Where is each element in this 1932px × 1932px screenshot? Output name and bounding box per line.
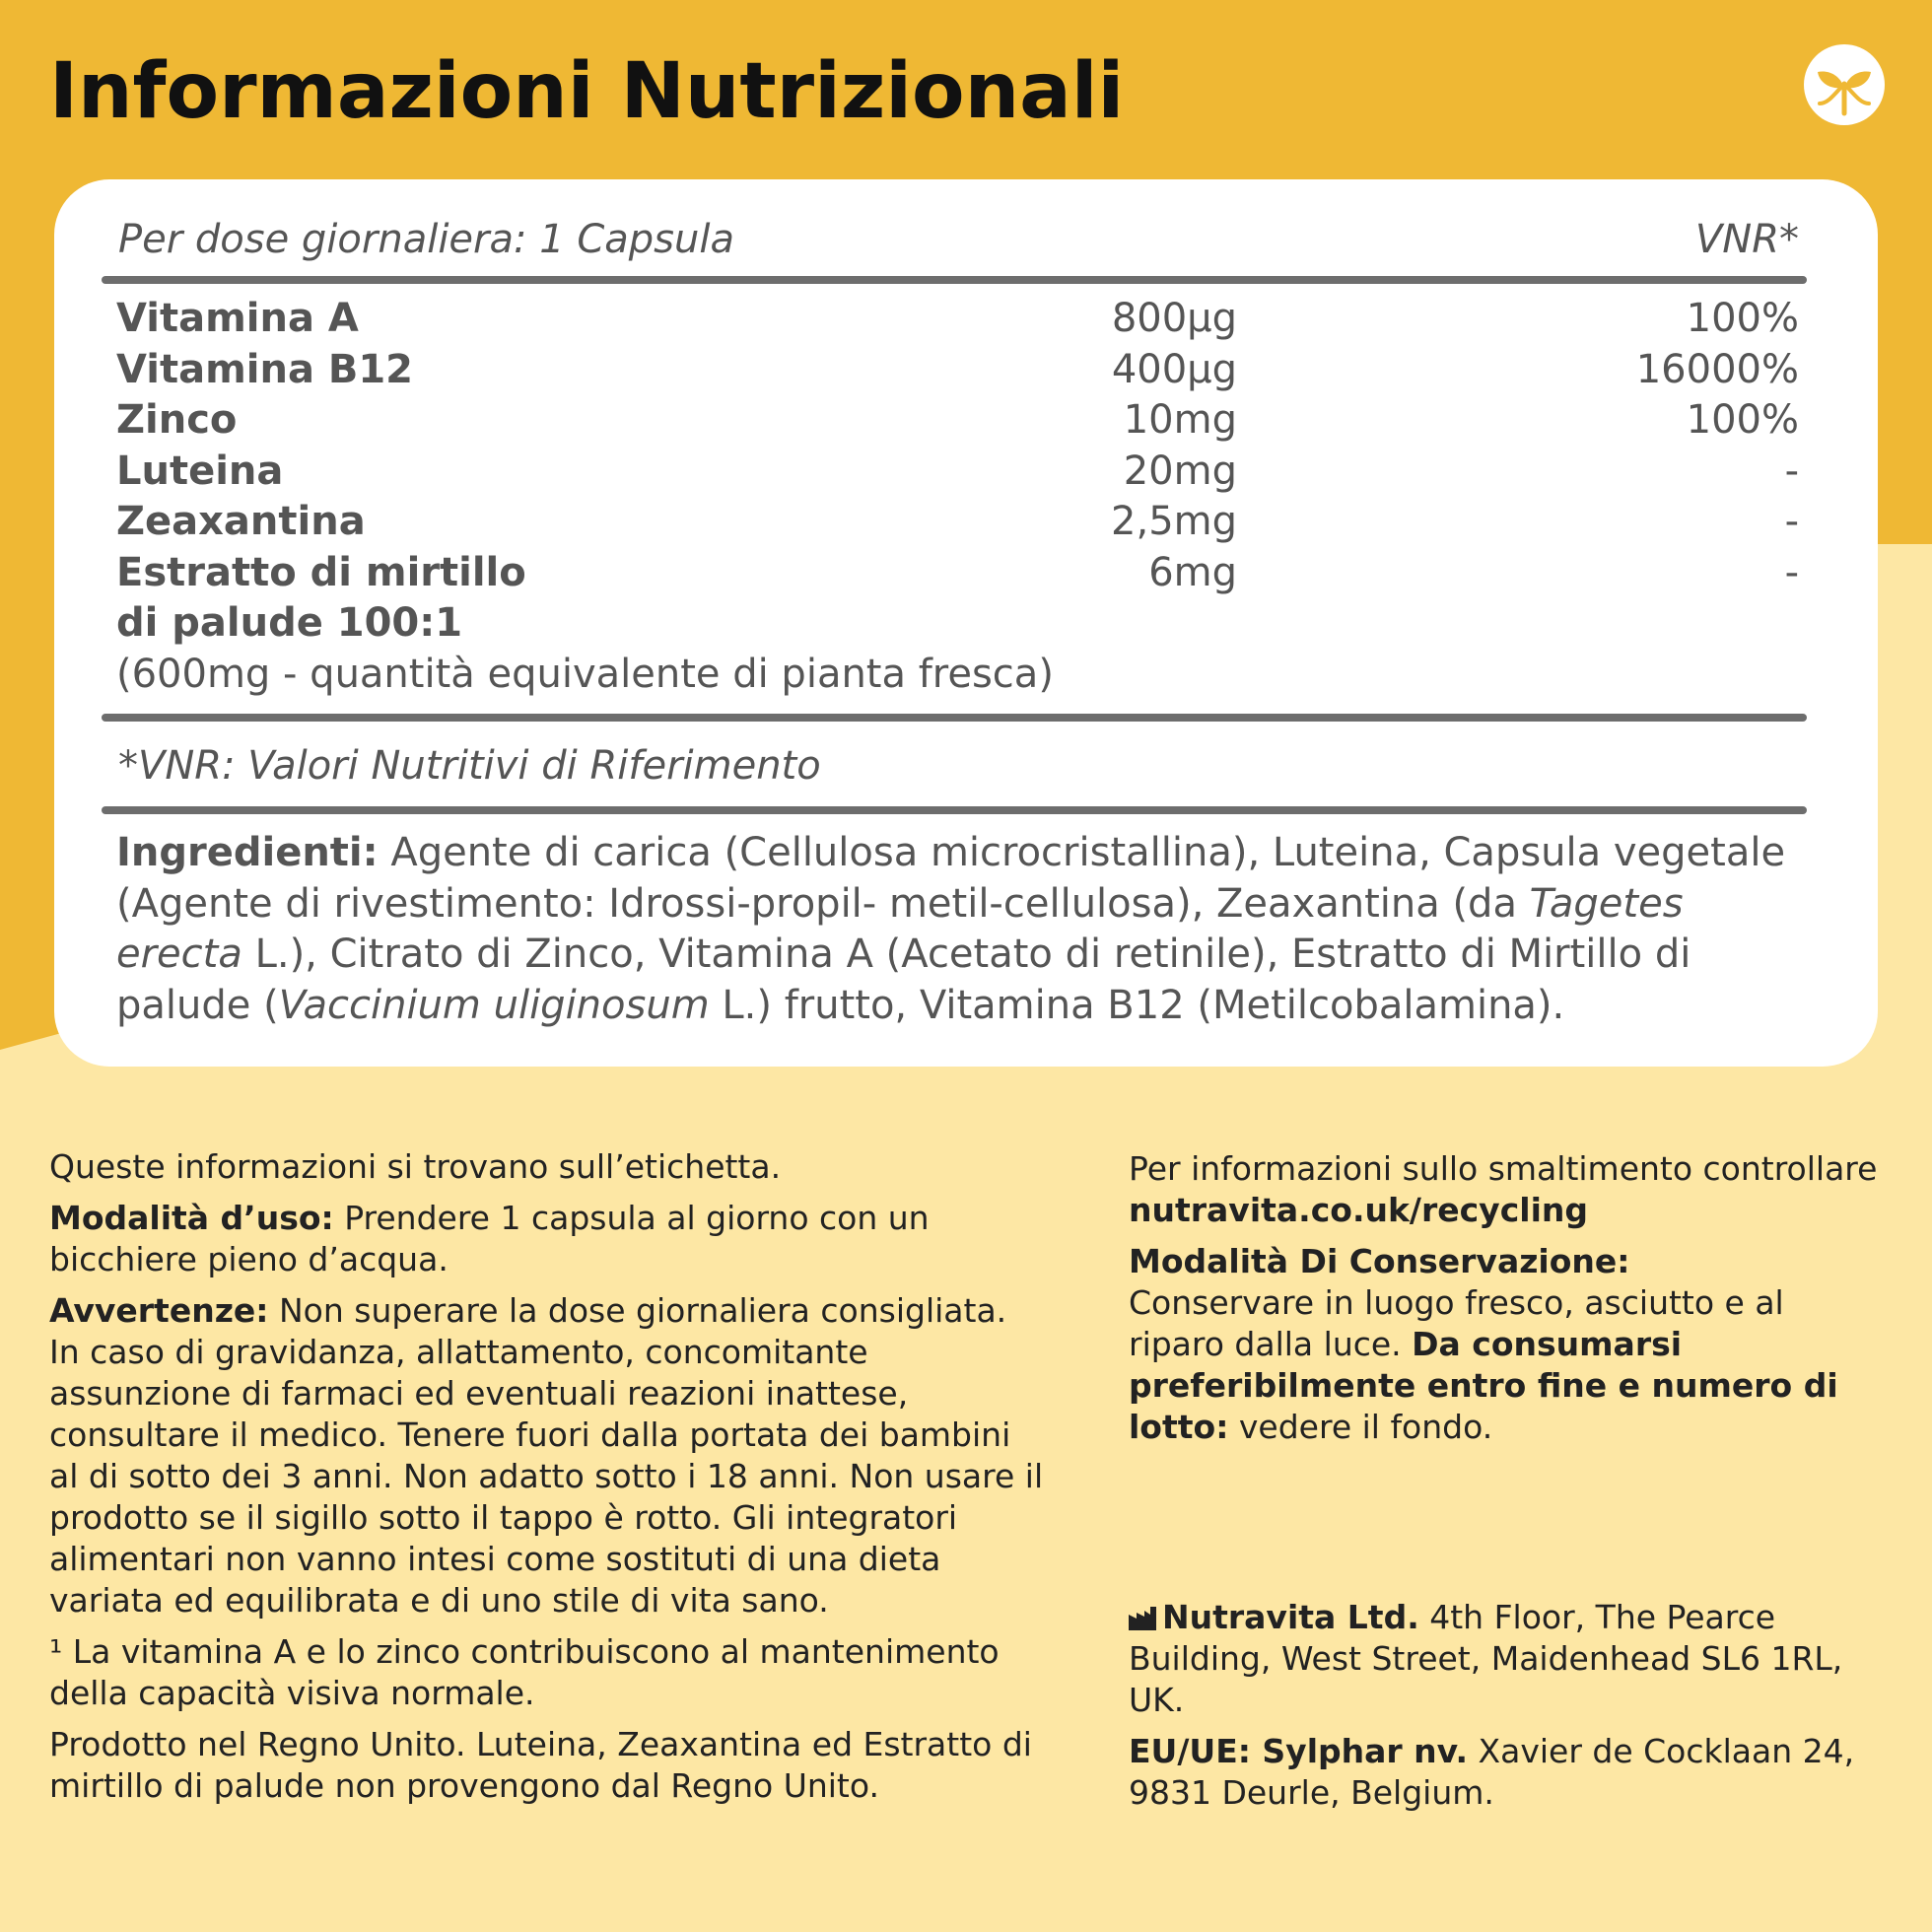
recycling-link[interactable]: nutravita.co.uk/recycling: [1129, 1191, 1588, 1229]
nutrient-name: Vitamina B12: [116, 346, 414, 392]
nutrient-name: Zinco: [116, 397, 238, 443]
origin-paragraph: Prodotto nel Regno Unito. Luteina, Zeaxantina ed Estratto di mirtillo di palude non provengono dal Regno Unito.: [49, 1725, 1032, 1805]
nutrient-vnr: 16000%: [1635, 346, 1799, 392]
table-rule-middle: [102, 714, 1807, 722]
vnr-footnote: *VNR: Valori Nutritivi di Riferimento: [118, 743, 821, 789]
label-info: Queste informazioni si trovano sull’etichetta.: [49, 1147, 782, 1186]
nutrient-amount: 20mg: [1123, 448, 1237, 494]
nutrient-vnr: 100%: [1686, 296, 1799, 341]
leaf-sprout-icon: [1804, 44, 1885, 125]
nutrition-card: [54, 179, 1878, 1067]
usage-warnings-column: [49, 1146, 1045, 1817]
nutrient-amount: 400µg: [1111, 346, 1237, 392]
warnings-paragraph: Avvertenze: Non superare la dose giornaliera consigliata. In caso di gravidanza, allattamento, concomitante assunzione di farmaci ed eventuali reazioni inattese, consultare il medico. Tenere fuori dalla portata dei bambini al di sotto dei 3 anni. Non adatto sotto i 18 anni. Non usare il prodotto se il sigillo sotto il tappo è rotto. Gli integratori alimentari non vanno intesi come sostituti di una dieta variata ed equilibrata e di uno stile di vita sano.: [49, 1291, 1044, 1620]
nutrient-note: (600mg - quantità equivalente di pianta fresca): [116, 651, 1054, 697]
nutrient-name: Luteina: [116, 448, 284, 494]
page-title: Informazioni Nutrizionali: [49, 47, 1125, 136]
vnr-column-header: VNR*: [1694, 217, 1799, 262]
nutrient-row: [116, 499, 1799, 550]
nutrient-vnr: -: [1784, 549, 1799, 595]
nutrient-list: [116, 296, 1799, 702]
nutrient-amount: 800µg: [1111, 296, 1237, 341]
nutrient-row: [116, 397, 1799, 448]
ingredients-label: Ingredienti:: [116, 830, 379, 875]
nutrient-amount: 6mg: [1148, 549, 1237, 595]
nutrient-vnr: -: [1784, 499, 1799, 544]
manufacturer-paragraph: Nutravita Ltd. 4th Floor, The Pearce Building, West Street, Maidenhead SL6 1RL, UK.: [1129, 1598, 1843, 1719]
nutrient-name-continued: di palude 100:1: [116, 600, 463, 646]
nutrient-amount: 2,5mg: [1111, 499, 1237, 544]
table-rule-bottom: [102, 806, 1807, 814]
nutrient-vnr: 100%: [1686, 397, 1799, 443]
nutrient-row: [116, 296, 1799, 347]
usage-paragraph: Modalità d’uso: Prendere 1 capsula al giorno con un bicchiere pieno d’acqua.: [49, 1199, 930, 1278]
nutrient-name: Zeaxantina: [116, 499, 366, 544]
nutrient-row: [116, 347, 1799, 398]
nutrient-name: Vitamina A: [116, 296, 359, 341]
manufacturer-column: [1129, 1597, 1888, 1824]
nutrient-row: [116, 550, 1799, 601]
disposal-paragraph: Per informazioni sullo smaltimento controllare nutravita.co.uk/recycling: [1129, 1149, 1878, 1229]
disposal-storage-column: [1129, 1148, 1888, 1458]
eu-representative-paragraph: EU/UE: Sylphar nv. Xavier de Cocklaan 24, 9831 Deurle, Belgium.: [1129, 1732, 1855, 1812]
serving-header: [118, 217, 1799, 262]
nutrient-name: Estratto di mirtillo: [116, 549, 526, 595]
nutrient-vnr: -: [1784, 448, 1799, 494]
ingredients-text: Ingredienti: Agente di carica (Cellulosa microcristallina), Luteina, Capsula vegetale (Agente di rivestimento: Idrossi-propil- metil-cellulosa), Zeaxantina (da Tagetes erecta L.), Citrato di Zinco, Vitamina A (Acetato di retinile), Estratto di Mirtillo di palude (Vaccinium uliginosum L.) frutto, Vitamina B12 (Metilcobalamina).: [116, 830, 1786, 1028]
table-rule-top: [102, 276, 1807, 284]
serving-size: Per dose giornaliera: 1 Capsula: [118, 217, 734, 262]
nutrient-amount: 10mg: [1123, 397, 1237, 443]
factory-icon: [1129, 1607, 1158, 1630]
storage-paragraph: Modalità Di Conservazione: Conservare in luogo fresco, asciutto e al riparo dalla luce. Da consumarsi preferibilmente entro fine e numero di lotto: vedere il fondo.: [1129, 1242, 1838, 1446]
nutrient-row: [116, 448, 1799, 500]
footnote-paragraph: ¹ La vitamina A e lo zinco contribuiscono al mantenimento della capacità visiva normale.: [49, 1632, 1000, 1712]
